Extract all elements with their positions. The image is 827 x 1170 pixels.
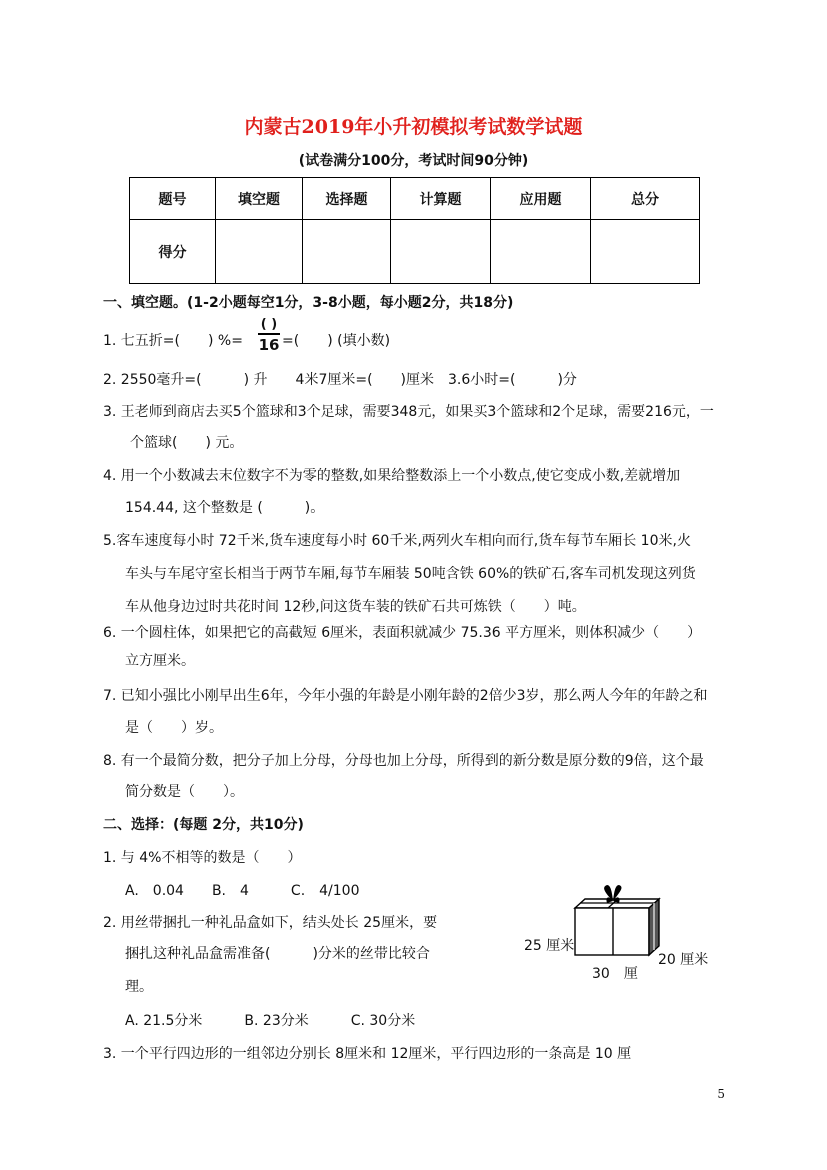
score-header-cell: 题号 <box>130 178 216 220</box>
question-2-1: 1. 与 4%不相等的数是（ ） <box>103 850 302 866</box>
question-1-6-line1: 6. 一个圆柱体，如果把它的高截短 6厘米，表面积就减少 75.36 平方厘米，则体积减少（ ） <box>103 625 702 641</box>
score-header-cell: 填空题 <box>216 178 303 220</box>
question-1-8-line2: 简分数是（ ）。 <box>125 784 244 800</box>
score-cell <box>216 220 303 284</box>
score-cell <box>391 220 491 284</box>
fraction-bar <box>258 333 280 335</box>
score-header-cell: 选择题 <box>303 178 391 220</box>
score-header-cell: 计算题 <box>391 178 491 220</box>
question-1-5-line3: 车从他身边过时共花时间 12秒,问这货车装的铁矿石共可炼铁（ ）吨。 <box>125 599 586 615</box>
fraction <box>258 318 280 353</box>
section1-heading: 一、填空题。(1-2小题每空1分，3-8小题，每小题2分，共18分) <box>103 295 514 311</box>
question-1-3-line2: 个篮球( ) 元。 <box>130 435 244 451</box>
score-table <box>129 177 700 284</box>
box-height-label: 25 厘米 <box>524 938 575 954</box>
score-header-cell: 应用题 <box>491 178 591 220</box>
score-header-cell: 总分 <box>591 178 700 220</box>
exam-info: (试卷满分100分，考试时间90分钟) <box>298 153 529 169</box>
score-table-score-row <box>130 220 700 284</box>
question-1-1-part-a: 1. 七五折=( ) %= <box>103 333 243 349</box>
question-1-4-line1: 4. 用一个小数减去末位数字不为零的整数,如果给整数添上一个小数点,使它变成小数,差就增加 <box>103 468 681 484</box>
score-table-header-row <box>130 178 700 220</box>
score-cell <box>591 220 700 284</box>
question-1-4-line2: 154.44, 这个整数是 ( )。 <box>125 500 325 516</box>
question-1-7-line1: 7. 已知小强比小刚早出生6年，今年小强的年龄是小刚年龄的2倍少3岁，那么两人今年的年龄之和 <box>103 688 708 704</box>
box-depth-label: 20 厘米 <box>658 952 709 968</box>
box-length-label: 30 厘 <box>592 966 638 982</box>
question-1-3-line1: 3. 王老师到商店去买5个篮球和3个足球，需要348元，如果买3个篮球和2个足球，需要216元，一 <box>103 404 714 420</box>
question-1-1-part-b: =( ) (填小数) <box>282 333 391 349</box>
question-2-2-line2: 捆扎这种礼品盒需准备( )分米的丝带比较合 <box>125 946 430 962</box>
gift-box-figure <box>515 883 720 983</box>
score-cell <box>491 220 591 284</box>
question-2-1-options: A. 0.04 B. 4 C. 4/100 <box>125 883 360 899</box>
question-1-8-line1: 8. 有一个最简分数，把分子加上分母，分母也加上分母，所得到的新分数是原分数的9倍，这个最 <box>103 753 704 769</box>
question-2-2-options: A. 21.5分米 B. 23分米 C. 30分米 <box>125 1013 416 1029</box>
question-1-5-line1: 5.客车速度每小时 72千米,货车速度每小时 60千米,两列火车相向而行,货车每节车厢长 10米,火 <box>103 533 691 549</box>
page-number: 5 <box>717 1087 725 1101</box>
fraction-numerator: ( ) <box>260 317 278 332</box>
score-row-label: 得分 <box>130 220 216 284</box>
question-2-2-line1: 2. 用丝带捆扎一种礼品盒如下，结头处长 25厘米，要 <box>103 915 438 931</box>
question-1-5-line2: 车头与车尾守室长相当于两节车厢,每节车厢装 50吨含铁 60%的铁矿石,客车司机发现这列货 <box>125 566 696 582</box>
question-2-2-line3: 理。 <box>125 979 153 995</box>
section2-heading: 二、选择：(每题 2分，共10分) <box>103 817 304 833</box>
score-cell <box>303 220 391 284</box>
question-2-3-line1: 3. 一个平行四边形的一组邻边分别长 8厘米和 12厘米，平行四边形的一条高是 10 厘 <box>103 1046 632 1062</box>
page-title: 内蒙古2019年小升初模拟考试数学试题 <box>244 116 583 138</box>
question-1-7-line2: 是（ ）岁。 <box>125 720 223 736</box>
question-1-6-line2: 立方厘米。 <box>125 653 195 669</box>
question-1-2: 2. 2550毫升=( ) 升 4米7厘米=( )厘米 3.6小时=( )分 <box>103 372 577 388</box>
fraction-denominator: 16 <box>258 335 280 354</box>
